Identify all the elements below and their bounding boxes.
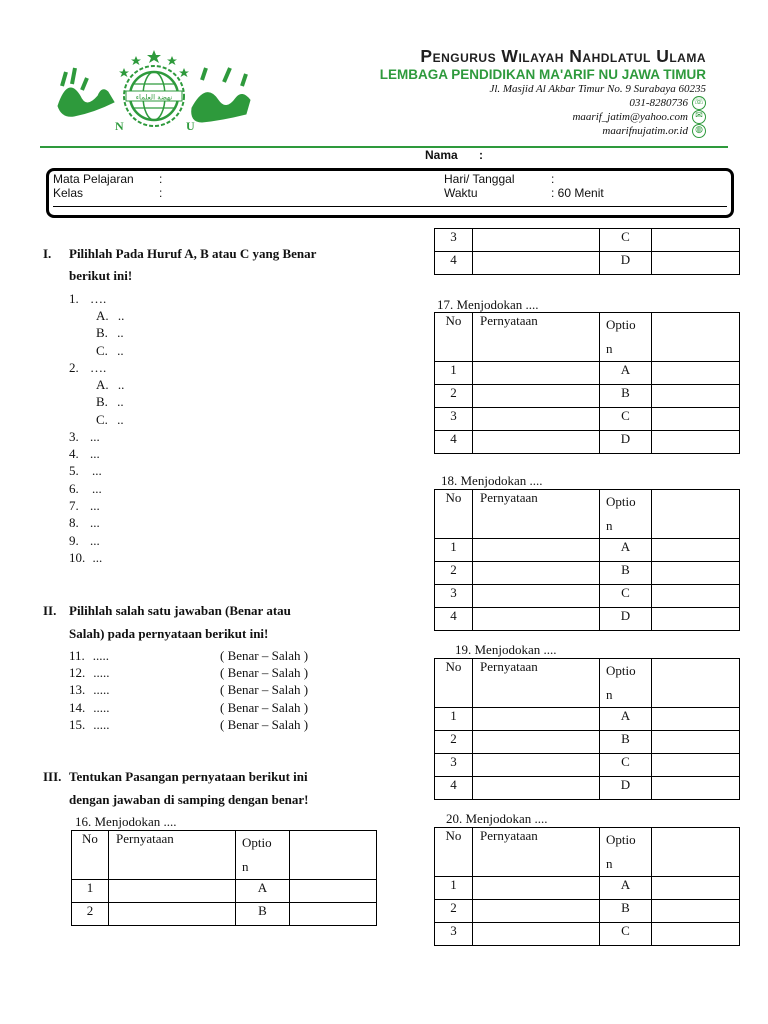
table-row: 3 C [435,229,740,252]
logo-letter-u: U [186,119,195,133]
matching-table-16 [71,830,377,926]
table-header-row [72,831,377,880]
table-row: 4 D [435,252,740,275]
list-item: 3. ... [69,429,100,444]
identity-divider [53,206,727,207]
kelas-label: Kelas [53,186,84,200]
table-row: 4 D [435,431,740,454]
nama-colon: : [479,148,484,162]
org-address: Jl. Masjid Al Akbar Timur No. 9 Surabaya 60235 [489,83,706,95]
identity-box [46,168,734,218]
header-option: Optio n [236,831,290,880]
table-header-row: No Pernyataan Optio n [435,490,740,539]
header-divider [40,146,728,148]
matching-table-16-continued [434,228,740,275]
svg-text:نهضة العلماء: نهضة العلماء [135,93,173,102]
org-division: LEMBAGA PENDIDIKAN MA'ARIF NU JAWA TIMUR [379,67,706,82]
matching-title: 20. Menjodokan .... [446,811,548,826]
list-item: B. .. [96,325,124,340]
header-answer [290,831,377,880]
table-row: 3 C [435,585,740,608]
table-row: 2 B [435,731,740,754]
list-item: B. .. [96,394,124,409]
website-text: maarifnujatim.or.id [602,125,688,137]
section2-instruction-2: Salah) pada pernyataan berikut ini! [69,626,269,641]
table-header-row: No Pernyataan Optio n [435,313,740,362]
contact-email [572,110,706,124]
matching-title: 19. Menjodokan .... [455,642,557,657]
nama-label: Nama [425,148,458,162]
matching-table-20 [434,827,740,946]
table-row: 2 B [435,562,740,585]
mapel-label: Mata Pelajaran [53,172,134,186]
table-row: 1 A [72,880,377,903]
section1-instruction-2: berikut ini! [69,268,133,283]
globe-icon: ◍ [692,124,706,138]
true-false-choice: ( Benar – Salah ) [220,665,309,680]
matching-table-17 [434,312,740,454]
table-row: 2 B [435,385,740,408]
list-item: 5. ... [69,463,102,478]
list-item: 13. ..... [69,682,110,697]
nama-field [425,148,483,162]
email-text: maarif_jatim@yahoo.com [572,111,688,123]
list-item: 14. ..... [69,700,110,715]
list-item: 11. ..... [69,648,110,663]
true-false-choice: ( Benar – Salah ) [220,648,309,663]
list-item: 15. ..... [69,717,110,732]
contact-phone [629,96,706,110]
list-item: 10. ... [69,550,103,565]
list-item: 8. ... [69,515,100,530]
table-row: 4 D [435,608,740,631]
logo-letter-n: N [115,119,124,133]
table-row: 1 A [435,362,740,385]
header-pernyataan: Pernyataan [109,831,236,880]
waktu-label: Waktu [444,186,478,200]
list-item: A. .. [96,308,125,323]
nu-logo [52,46,257,141]
email-icon: ✉ [692,110,706,124]
list-item: C. .. [96,343,124,358]
section1-instruction-1: Pilihlah Pada Huruf A, B atau C yang Benar [69,246,317,261]
header-no: No [72,831,109,880]
matching-title: 17. Menjodokan .... [437,297,539,312]
list-item: 9. ... [69,533,100,548]
table-header-row: No Pernyataan Optio n [435,659,740,708]
true-false-choice: ( Benar – Salah ) [220,717,309,732]
section1-numeral: I. [43,246,52,261]
list-item: 12. ..... [69,665,110,680]
matching-table-19 [434,658,740,800]
phone-icon: ☏ [692,96,706,110]
table-row: 3 C [435,754,740,777]
nu-globe-emblem [52,46,257,141]
list-item: C. .. [96,412,124,427]
table-row: 1 A [435,539,740,562]
list-item: 7. ... [69,498,100,513]
true-false-choice: ( Benar – Salah ) [220,700,309,715]
list-item: 1. …. [69,291,107,306]
matching-title: 18. Menjodokan .... [441,473,543,488]
table-row: 2 B [435,900,740,923]
table-row: 2 B [72,903,377,926]
matching-table-18 [434,489,740,631]
list-item: 4. ... [69,446,100,461]
mapel-colon: : [159,172,163,186]
phone-text: 031-8280736 [629,97,688,109]
table-row: 1 A [435,877,740,900]
table-row: 4 D [435,777,740,800]
hari-colon: : [551,172,555,186]
table-row: 3 C [435,408,740,431]
section3-numeral: III. [43,769,62,784]
true-false-choice: ( Benar – Salah ) [220,682,309,697]
org-name: Pengurus Wilayah Nahdlatul Ulama [420,46,706,66]
waktu-value: : 60 Menit [551,186,604,200]
matching-title: 16. Menjodokan .... [75,814,177,829]
table-row: 1 A [435,708,740,731]
contact-website [602,124,706,138]
list-item: 6. ... [69,481,102,496]
section3-instruction-1: Tentukan Pasangan pernyataan berikut ini [69,769,308,784]
section2-instruction-1: Pilihlah salah satu jawaban (Benar atau [69,603,291,618]
section2-numeral: II. [43,603,57,618]
hari-label: Hari/ Tanggal [444,172,515,186]
section3-instruction-2: dengan jawaban di samping dengan benar! [69,792,309,807]
list-item: 2. …. [69,360,107,375]
table-header-row: No Pernyataan Optio n [435,828,740,877]
table-row: 3 C [435,923,740,946]
kelas-colon: : [159,186,163,200]
list-item: A. .. [96,377,125,392]
